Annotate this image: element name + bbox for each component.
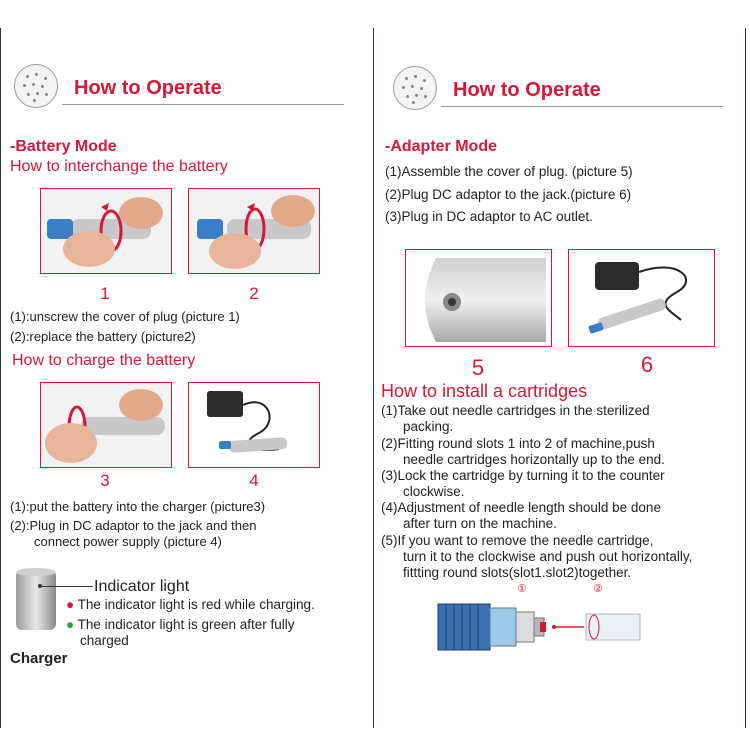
install-step-3: (3)Lock the cartridge by turning it to the counter clockwise. [381, 468, 665, 499]
adapter-step-3: (3)Plug in DC adaptor to AC outlet. [385, 209, 593, 224]
picture-5 [405, 249, 552, 347]
install-step-1: (1)Take out needle cartridges in the sterilized packing. [381, 403, 650, 434]
adapter-mode-heading: -Adapter Mode [385, 138, 497, 155]
logo-icon [14, 64, 58, 108]
caption-5: 5 [471, 355, 485, 380]
logo-icon [393, 66, 437, 110]
charge-step-1: (1):put the battery into the charger (picture3) [10, 499, 266, 514]
title-rule [441, 106, 723, 107]
caption-2: 2 [249, 284, 259, 303]
install-heading: How to install a cartridges [381, 381, 588, 401]
charger-icon [14, 566, 58, 634]
cartridge-diagram [436, 596, 646, 656]
adaptor-plugged-illustration [569, 250, 714, 346]
caption-1: 1 [100, 284, 110, 303]
charge-heading: How to charge the battery [12, 352, 196, 369]
right-border [745, 28, 746, 728]
top-border [0, 28, 1, 728]
column-divider [373, 28, 374, 728]
interchange-heading: How to interchange the battery [10, 158, 228, 175]
charge-step-2: (2):Plug in DC adaptor to the jack and then [10, 518, 257, 533]
adapter-step-2: (2)Plug DC adaptor to the jack.(picture 6) [385, 187, 632, 202]
indicator-pointer-line [41, 586, 93, 587]
battery-mode-heading: -Battery Mode [10, 138, 117, 155]
cartridge-install-diagram [436, 596, 646, 656]
unscrew-plug-illustration [41, 189, 171, 273]
caption-3: 3 [100, 471, 110, 490]
indicator-green-note: ● The indicator light is green after fully [66, 617, 295, 632]
indicator-red-note: ● The indicator light is red while charging. [66, 597, 315, 612]
indicator-green-note-cont: charged [80, 633, 129, 648]
indicator-light-title: Indicator light [94, 578, 190, 595]
caption-4: 4 [249, 471, 259, 490]
plug-cover-illustration [406, 250, 551, 346]
title-rule [62, 104, 344, 105]
red-bullet-icon: ● [66, 597, 75, 612]
battery-into-charger-illustration [41, 383, 171, 467]
picture-2 [188, 188, 320, 274]
interchange-step-2: (2):replace the battery (picture2) [10, 329, 196, 344]
replace-battery-illustration [189, 189, 319, 273]
picture-3 [40, 382, 172, 468]
install-step-5: (5)If you want to remove the needle cartridge, turn it to the clockwise and push out horizontally, fittting round slots(slot1.slot2)together. [381, 533, 693, 580]
slot-marker-2: ② [593, 583, 603, 595]
install-step-4: (4)Adjustment of needle length should be done after turn on the machine. [381, 500, 661, 531]
caption-6: 6 [640, 352, 654, 377]
picture-6 [568, 249, 715, 347]
dc-adaptor-illustration [189, 383, 319, 467]
slot-marker-1: ① [517, 583, 527, 595]
charge-step-2-cont: connect power supply (picture 4) [34, 534, 222, 549]
picture-1 [40, 188, 172, 274]
green-bullet-icon: ● [66, 617, 75, 632]
page-title: How to Operate [453, 79, 601, 101]
install-step-2: (2)Fitting round slots 1 into 2 of machine,push needle cartridges horizontally up to the end. [381, 436, 665, 467]
interchange-step-1: (1):unscrew the cover of plug (picture 1) [10, 309, 240, 324]
adapter-step-1: (1)Assemble the cover of plug. (picture 5) [385, 164, 633, 179]
picture-4 [188, 382, 320, 468]
charger-image [14, 566, 58, 634]
charger-label: Charger [10, 650, 68, 667]
page-title: How to Operate [74, 77, 222, 99]
